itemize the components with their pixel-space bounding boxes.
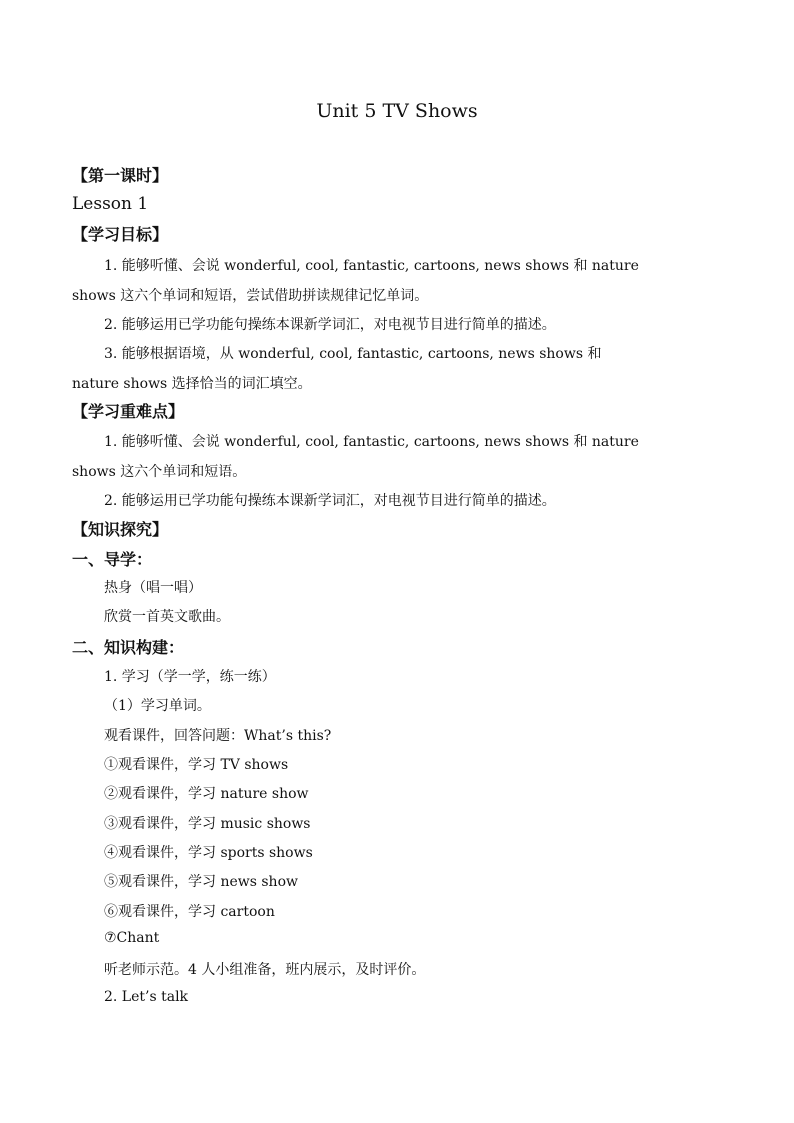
- section1-heading: 一、导学：: [72, 550, 153, 569]
- goal-line: nature shows 选择恰当的词汇填空。: [72, 376, 312, 392]
- goal-line: 1. 能够听懂、会说 wonderful, cool, fantastic, cartoons, news shows 和 nature: [104, 258, 639, 274]
- section2-item: 听老师示范。4 人小组准备，班内展示，及时评价。: [104, 962, 426, 978]
- lesson-label: Lesson 1: [72, 194, 149, 214]
- goals-heading: 【学习目标】: [72, 225, 169, 244]
- goal-line: 3. 能够根据语境，从 wonderful, cool, fantastic, cartoons, news shows 和: [104, 346, 602, 362]
- section2-item: 2. Let’s talk: [104, 989, 189, 1005]
- section2-item: 1. 学习（学一学，练一练）: [104, 669, 276, 685]
- keypoint-line: 1. 能够听懂、会说 wonderful, cool, fantastic, cartoons, news shows 和 nature: [104, 434, 639, 450]
- document-title: Unit 5 TV Shows: [316, 100, 478, 122]
- section2-item: ⑥观看课件，学习 cartoon: [104, 904, 275, 920]
- goal-line: shows 这六个单词和短语，尝试借助拼读规律记忆单词。: [72, 288, 429, 304]
- section2-item: ①观看课件，学习 TV shows: [104, 757, 289, 773]
- section2-item: ⑤观看课件，学习 news show: [104, 874, 298, 890]
- explore-heading: 【知识探究】: [72, 520, 169, 539]
- section2-item: （1）学习单词。: [104, 698, 211, 714]
- section2-item: ②观看课件，学习 nature show: [104, 786, 309, 802]
- keypoint-line: 2. 能够运用已学功能句操练本课新学词汇，对电视节目进行简单的描述。: [104, 493, 556, 509]
- goal-line: 2. 能够运用已学功能句操练本课新学词汇，对电视节目进行简单的描述。: [104, 317, 556, 333]
- section2-item: 观看课件，回答问题：What’s this?: [104, 728, 332, 744]
- section1-item: 热身（唱一唱）: [104, 580, 202, 596]
- section2-item: ⑦Chant: [104, 930, 160, 946]
- keypoint-line: shows 这六个单词和短语。: [72, 464, 247, 480]
- keypoints-heading: 【学习重难点】: [72, 402, 185, 421]
- section1-item: 欣赏一首英文歌曲。: [104, 609, 230, 625]
- period-heading: 【第一课时】: [72, 166, 169, 185]
- section2-item: ④观看课件，学习 sports shows: [104, 845, 313, 861]
- section2-item: ③观看课件，学习 music shows: [104, 816, 311, 832]
- section2-heading: 二、知识构建：: [72, 638, 185, 657]
